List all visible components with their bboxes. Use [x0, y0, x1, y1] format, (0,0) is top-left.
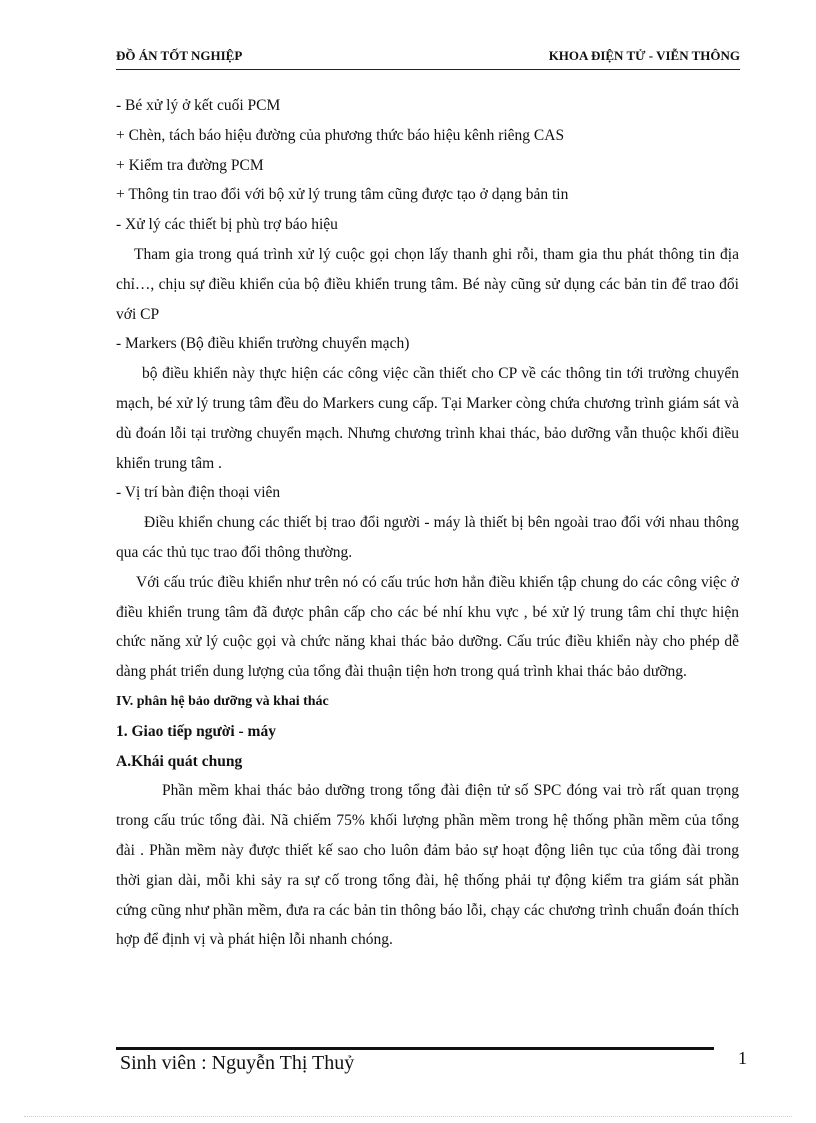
markers-title: - Markers (Bộ điều khiển trường chuyển mạch) [116, 335, 410, 353]
header-right-title: KHOA ĐIỆN TỬ - VIỄN THÔNG [548, 48, 740, 63]
operator-position-title: - Vị trí bàn điện thoại viên [116, 484, 281, 502]
paragraph-operator: Điều khiển chung các thiết bị trao đổi người - máy là thiết bị bên ngoài trao đổi với nhau thông qua các thủ tục trao đổi thông thường. [116, 514, 739, 561]
footer-student-name: Sinh viên : Nguyễn Thị Thuỷ [120, 1052, 355, 1074]
list-item: - Bé xử lý ở kết cuối PCM [116, 97, 281, 114]
document-body [116, 91, 739, 955]
footer-rule [116, 1047, 714, 1050]
header-rule [116, 69, 740, 70]
subsection-heading-1: 1. Giao tiếp người - máy [116, 722, 276, 740]
paragraph-registers: Tham gia trong quá trình xử lý cuộc gọi chọn lấy thanh ghi rỗi, tham gia thu phát thông tin địa chỉ…, chịu sự điều khiển của bộ điều khiển trung tâm. Bé này cũng sử dụng các bản tin để trao đổi với CP [116, 245, 739, 323]
list-item: + Chèn, tách báo hiệu đường của phương thức báo hiệu kênh riêng CAS [116, 126, 565, 144]
list-item: - Xử lý các thiết bị phù trợ báo hiệu [116, 216, 338, 234]
paragraph-markers: bộ điều khiển này thực hiện các công việc cần thiết cho CP về các thông tin tới trường chuyển mạch, bé xử lý trung tâm đều do Markers cung cấp. Tại Marker còng chứa chương trình giám sát và dù đoán lỗi tại trường chuyển mạch. Nhưng chương trình khai thác, bảo dưỡng vẫn thuộc khối điều khiển trung tâm . [116, 365, 739, 472]
page-header [116, 48, 740, 68]
list-item: + Thông tin trao đổi với bộ xử lý trung tâm cũng được tạo ở dạng bản tin [116, 186, 569, 204]
subsection-heading-a: A.Khái quát chung [116, 752, 243, 770]
section-heading-iv: IV. phân hệ bảo dưỡng và khai thác [116, 693, 329, 709]
paragraph-control-structure: Với cấu trúc điều khiển như trên nó có cấu trúc hơn hẳn điều khiển tập chung do các công việc ở điều khiển trung tâm đã được phân cấp cho các bé nhí khu vực , bé xử lý trung tâm chỉ thực hiện chức năng xử lý cuộc gọi và chức năng khai thác bảo dưỡng. Cấu trúc điều khiển này cho phép dễ dàng phát triển dung lượng của tổng đài thuận tiện hơn trong quá trình khai thác bảo dưỡng. [116, 573, 739, 681]
list-item: + Kiểm tra đường PCM [116, 156, 264, 174]
header-left-title: ĐỒ ÁN TỐT NGHIỆP [116, 48, 243, 63]
page-number: 1 [738, 1048, 747, 1068]
page-bottom-border [24, 1116, 792, 1117]
paragraph-maintenance-software: Phần mềm khai thác bảo dưỡng trong tổng đài điện tử số SPC đóng vai trò rất quan trọng trong cấu trúc tổng đài. Nã chiếm 75% khối lượng phần mềm trong hệ thống phần mềm của tổng đài . Phần mềm này được thiết kế sao cho luôn đảm bảo sự hoạt động liên tục của tổng đài trong thời gian dài, mỗi khi sảy ra sự cố trong tổng đài, hệ thống phải tự động kiểm tra giám sát phần cứng cũng như phần mềm, đưa ra các bản tin thông báo lỗi, chạy các chương trình chuẩn đoán thích hợp để định vị và phát hiện lỗi nhanh chóng. [116, 782, 739, 949]
